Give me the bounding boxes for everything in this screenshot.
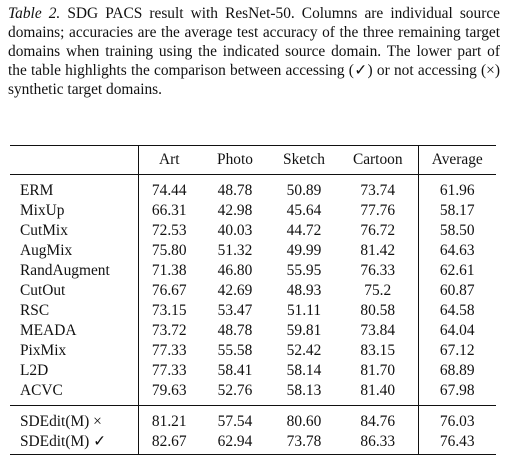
accuracy-cell: 86.33 (338, 432, 418, 455)
accuracy-cell: 77.33 (151, 362, 187, 379)
accuracy-cell: 61.96 (439, 182, 475, 199)
accuracy-cell: 71.38 (151, 262, 187, 279)
accuracy-cell: 83.15 (338, 341, 418, 361)
table-row (10, 432, 496, 455)
accuracy-cell: 58.41 (217, 362, 253, 379)
table-row (10, 406, 496, 433)
header-art: Art (158, 151, 180, 168)
main-rows (10, 175, 496, 406)
accuracy-cell: 76.72 (338, 221, 418, 241)
caption-text: SDG PACS result with ResNet-50. Columns are individual source domains; accuracies are the average test accuracy of the three remaining target domains when training using the indicated source domain. The lower part of the table highlights the comparison between accessing (✓) or not accessing (×) synthetic target domains. (8, 5, 500, 98)
accuracy-cell: 42.69 (217, 282, 253, 299)
accuracy-cell: 46.80 (217, 262, 253, 279)
accuracy-cell: 67.98 (439, 382, 475, 399)
accuracy-cell: 44.72 (286, 222, 322, 239)
table-row (10, 175, 496, 202)
accuracy-cell: 76.43 (439, 433, 475, 450)
accuracy-cell: 66.31 (151, 202, 187, 219)
accuracy-cell: 42.98 (217, 202, 253, 219)
accuracy-cell: 62.94 (217, 433, 253, 450)
method-name: SDEdit(M) × (10, 406, 138, 433)
method-name: MEADA (10, 321, 138, 341)
table-row (10, 361, 496, 381)
accuracy-cell: 67.12 (439, 342, 475, 359)
method-name: ERM (10, 175, 138, 202)
accuracy-cell: 59.81 (286, 322, 322, 339)
accuracy-cell: 60.87 (439, 282, 475, 299)
header-average: Average (431, 151, 483, 168)
accuracy-cell: 76.03 (439, 413, 475, 430)
accuracy-cell: 84.76 (338, 406, 418, 433)
table-row (10, 261, 496, 281)
accuracy-cell: 58.14 (286, 362, 322, 379)
accuracy-cell: 73.15 (151, 302, 187, 319)
table-row (10, 221, 496, 241)
accuracy-cell: 64.63 (439, 242, 475, 259)
accuracy-cell: 82.67 (151, 433, 187, 450)
accuracy-cell: 58.13 (286, 382, 322, 399)
accuracy-cell: 75.80 (151, 242, 187, 259)
method-name: L2D (10, 361, 138, 381)
method-name: MixUp (10, 201, 138, 221)
table-row (10, 321, 496, 341)
table-row (10, 381, 496, 406)
accuracy-cell: 62.61 (439, 262, 475, 279)
table-caption (8, 4, 500, 99)
header-method (10, 146, 138, 175)
accuracy-cell: 53.47 (217, 302, 253, 319)
accuracy-cell: 48.93 (286, 282, 322, 299)
method-name: RSC (10, 301, 138, 321)
method-name: CutMix (10, 221, 138, 241)
accuracy-cell: 57.54 (217, 413, 253, 430)
results-table (10, 145, 496, 455)
header-sketch: Sketch (283, 151, 325, 168)
method-name: SDEdit(M) ✓ (10, 432, 138, 455)
method-name: AugMix (10, 241, 138, 261)
accuracy-cell: 68.89 (439, 362, 475, 379)
accuracy-cell: 64.04 (439, 322, 475, 339)
accuracy-cell: 58.50 (439, 222, 475, 239)
accuracy-cell: 77.33 (151, 342, 187, 359)
accuracy-cell: 52.42 (286, 342, 322, 359)
accuracy-cell: 80.60 (286, 413, 322, 430)
accuracy-cell: 55.95 (286, 262, 322, 279)
accuracy-cell: 81.21 (151, 413, 187, 430)
table-row (10, 341, 496, 361)
accuracy-cell: 48.78 (217, 322, 253, 339)
accuracy-cell: 55.58 (217, 342, 253, 359)
method-name: CutOut (10, 281, 138, 301)
accuracy-cell: 74.44 (151, 182, 187, 199)
accuracy-cell: 73.78 (286, 433, 322, 450)
accuracy-cell: 50.89 (286, 182, 322, 199)
accuracy-cell: 64.58 (439, 302, 475, 319)
lower-rows (10, 406, 496, 455)
accuracy-cell: 81.40 (338, 381, 418, 406)
header-row (10, 146, 496, 175)
accuracy-cell: 72.53 (151, 222, 187, 239)
accuracy-cell: 77.76 (338, 201, 418, 221)
accuracy-cell: 81.70 (338, 361, 418, 381)
table-row (10, 201, 496, 221)
accuracy-cell: 79.63 (151, 382, 187, 399)
accuracy-cell: 58.17 (439, 202, 475, 219)
accuracy-cell: 49.99 (286, 242, 322, 259)
accuracy-cell: 75.2 (338, 281, 418, 301)
accuracy-cell: 48.78 (217, 182, 253, 199)
method-name: PixMix (10, 341, 138, 361)
accuracy-cell: 76.67 (151, 282, 187, 299)
accuracy-cell: 40.03 (217, 222, 253, 239)
accuracy-cell: 81.42 (338, 241, 418, 261)
method-name: RandAugment (10, 261, 138, 281)
accuracy-cell: 76.33 (338, 261, 418, 281)
table-row (10, 281, 496, 301)
table-label: Table 2. (8, 5, 61, 22)
accuracy-cell: 52.76 (217, 382, 253, 399)
accuracy-cell: 80.58 (338, 301, 418, 321)
table-row (10, 241, 496, 261)
accuracy-cell: 45.64 (286, 202, 322, 219)
accuracy-cell: 73.84 (338, 321, 418, 341)
accuracy-cell: 51.32 (217, 242, 253, 259)
accuracy-cell: 51.11 (286, 302, 322, 319)
header-photo: Photo (217, 151, 253, 168)
method-name: ACVC (10, 381, 138, 406)
header-cartoon: Cartoon (338, 146, 418, 175)
accuracy-cell: 73.74 (338, 175, 418, 202)
table-row (10, 301, 496, 321)
accuracy-cell: 73.72 (151, 322, 187, 339)
